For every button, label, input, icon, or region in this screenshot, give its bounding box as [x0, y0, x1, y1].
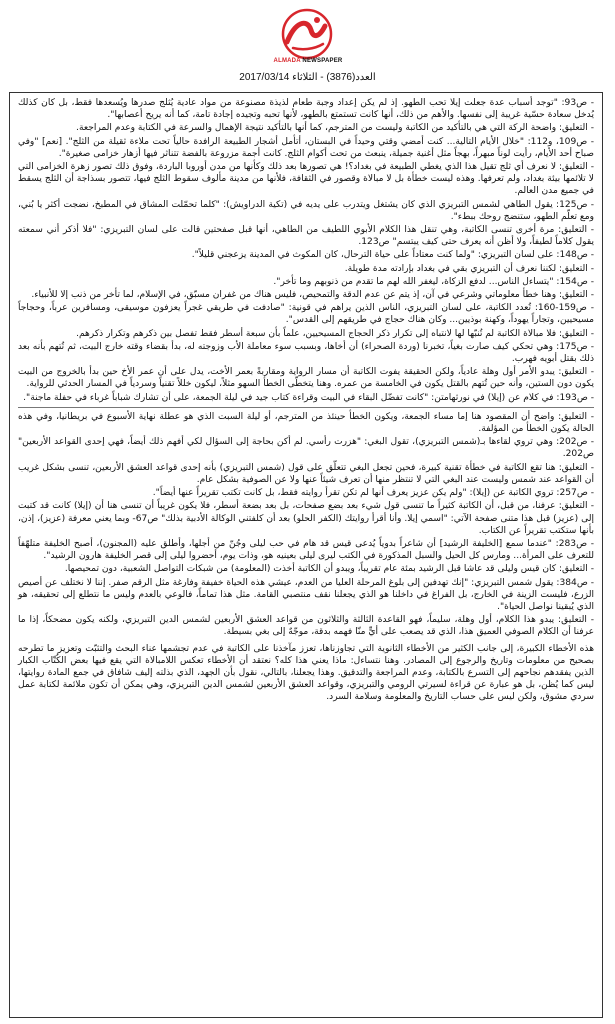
paragraph: - ص159-160: تُعدد الكاتبة، على لسان التبريزي، الناس الذين يراهم في قونية: "صادفت في طريقي غجراً يعزفون موسيقى، ومسافرين عرباً، وحجاجاً مسيحيين، وتجاراً يهوداً، وكهنة بوذيين... وكان هناك حجاج في طريقهم إلى القدس".: [18, 303, 594, 326]
paragraph: - التعليق: مرة أخرى تنسى الكاتبة، وهي تنقل هذا الكلام الأبوي اللطيف من الطاهي، أنها قبل صفحتين قالت على لسان التبريزي: "فلا أذكر أني سمعته يقول كلاماً لطيفاً، ولا أظن أنه يعرف حتى كيف يبتسم" ص123.: [18, 225, 594, 248]
paragraph: - التعليق: لا نعرف أي ثلج تقيل هذا الذي يغطي الطبيعة في بغداد؟! هي تصورها بعد ذلك وكأنها من مدن أوروبا الباردة، وفوق ذلك تصور زهرة الخزامى التي لا تلائمها بيئة بغداد، ولم تعرفها. وهذه ليست خطأة بل لا مبالاة وقصور في الثقافة، فلأنها من مدينة مألوف سقوط الثلج فيها، تتصور بسذاجة أن الثلج يسقط في جميع مدن العالم.: [18, 162, 594, 197]
column-divider: [18, 407, 594, 408]
closing-paragraph: هذه الأخطاء الكبيرة، إلى جانب الكثير من الأخطاء الثانوية التي تجاوزناها، تعزز مآخذنا على الكاتبة في عدم تجشمها عناء البحث والتثبّت وتعزيز ما تطرحه بصحيح من معلومات وتاريخ والرجوع إلى المصادر. وهنا نتساءل: ماذا يعني هذا كله؟ نعتقد أن الأخطاء تعكس اللامبالاة التي يقع فيها بعض الكُتّاب الكبار الذين يفقدهم نجاحهم إلى التسرع بالكتابة، وعدم المراجعة والتدقيق. وهذا يجعلنا، بالتالي، نقول بأن الجهد، الذي بذلته إليف شافاق في جمع المادة روايتها، ليس كما يُظن، بل هو عبارة عن قراءة لسيرتي الرومي والتبريزي، وقواعد العشق الأربعين لشمس الدين التبريزي، وهي يمكن أن تكون ملائمة لكتابة عمل سردي مشوق، ولكن ليس على حساب التاريخ والمعلومة وسلامة السرد.: [18, 643, 594, 703]
paragraph: - ص193: في كلام عن (إيلا) في نورثهامتن: "كانت تفضّل البقاء في البيت وقراءة كتاب جيد في ليلة الجمعة، على أن تشارك شباباً غرباء في حفلة ماجنة".: [23, 392, 594, 403]
paragraph: - التعليق: واضح أن المقصود هنا إما مساء الجمعة، ويكون الخطأ حينئذ من المترجم، أو ليلة السبت الذي هو عطلة نهاية الأسبوع في بريطانيا، وفي هذه الحالة يكون الخطأ من المؤلفة.: [18, 411, 594, 435]
issue-label: العدد: [355, 72, 376, 83]
paragraph: - التعليق: لكننا نعرف أن التبريزي بقي في بغداد بإرادته مدة طويلة.: [344, 263, 594, 274]
paragraph: - التعليق: واضحة الركة التي هي بالتأكيد من الكاتبة وليست من المترجم، كما أنها بالتأكيد نتيجة الإهمال والسرعة في الكتابة وعدم المراجعة.: [76, 123, 594, 134]
article-clipping: [9, 92, 603, 1018]
issue-weekday: الثلاثاء: [292, 72, 318, 83]
brand-name-almada: ALMADA: [273, 58, 301, 64]
paragraph: - ص154: "يتساءل الناس... لدفع الزكاة، ليغفر الله لهم ما تقدم من ذنوبهم وما تأخر".: [273, 276, 594, 287]
almada-logo-mark-icon: [277, 8, 337, 60]
paragraph: - التعليق: يبدو الأمر أول وهلة عادياً، ولكن الحقيقة يفوت الكاتبة أن مسار الرواية ومقاربةً بعمر الأخت، يدل على أن عمر الأخ حين بدأ بالخروج من البيت يكون دون الستين، وأنه حين تُتهم بالقتل يكون في الخامسة من عمره. وهنا يتخطّى الخطأ السهو مثلاً، ليكون خللاً تقنياً وسردياً في المسار الحدثي للرواية.: [18, 367, 594, 390]
paragraph: - ص109، و112: "خلال الأيام التالية... كنت أمضي وقتي وحيداً في البستان، أتأمل أشجار الطبيعة الرافدة حالياً تحت ملاءة ثقيلة من الثلج". [نعم] "وفي صباح أحد الأيام، رأيت لوناً مبهراً، بهجاً مثل أغنية جميلة، ينبعث من تحت أكوام الثلج. كانت أجمة مزروعة بالفضة تتناثر فيها أزهار خزامى صغيرة".: [18, 136, 595, 159]
issue-line: [0, 72, 615, 83]
paragraph: - ص125: يقول الطاهي لشمس التبريزي الذي كان يشتغل ويتدرب على يديه في (تكية الدراويش): "كلما تحمّلت المشاق في المطبخ، نضجت أكثر يا بُني، ومع تعلّم الطهو، ستنضج روحك ببطء".: [18, 199, 594, 222]
paragraph: - التعليق: فلا مبالاة الكاتبة لم تُنبّها لها لانتباه إلى تكرار ذكر الحجاج المسيحيين، علماً بأن سبعة أسطر فقط تفصل بين ذكرهم وتكرار ذكرهم.: [76, 328, 594, 339]
paragraph: - التعليق: كان قيس وليلى قد عاشا قبل الرشيد بمئة عام تقريباً، ويبدو أن الكاتبة أخذت (المعلومة) من شبكات التواصل الشعبية، دون تمحيصها.: [64, 564, 594, 575]
paragraph: - ص202: وهي تروي لقاءها بـ(شمس التبريزي)، تقول البغي: "هزرت رأسي. لم أكن بحاجة إلى السؤال لكي أفهم ذلك أيضاً، فهي إحدى القواعد الأربعين" ص202.: [18, 437, 594, 460]
brand-tagline: NEWSPAPER: [302, 58, 343, 64]
masthead: [0, 0, 615, 100]
paragraph: - ص148: على لسان التبريزي: "ولما كنت معتاداً على حياة الترحال، كان المكوث في المدينة يزعجني قليلاً".: [191, 250, 594, 261]
paragraph: - التعليق: عرفنا، من قبل، أن الكاتبة كثيراً ما تنسى قول شيء بعد بضع صفحات، بل بعد بضعة أسطر، فلا يكون غريباً أن تنسى هنا أن (إيلا) كانت قد كتبت إلى (عزيز) قبل هذا متنى صفحة الآتي: "اسمي إيلا. وأنا أقرأ روايتك (الكفر الحلو) بعد أن كلفتني الوكالة الأدبية بذلك" ص67- وبما يعني معرفة (عزيز)، إذن، بأنها ستكتب تقريراً عن الكتاب.: [18, 501, 594, 536]
paragraph: - التعليق: وهنا خطأ معلوماتي وشرعي في آن، إذ يتم عن عدم الدقة والتمحيص، فليس هناك من غفران مسبّق، في الإسلام، لما تأخر من ذنب إلا للأنبياء.: [31, 290, 594, 301]
brand-name: [262, 58, 354, 64]
paragraph: - ص283: "عندما سمع [الخليفة الرشيد] أن شاعراً بدوياً يُدعى قيس قد هام في حب ليلى وجُنّ من أجلها، وأطلق عليه (المجنون)، أصبح الخليفة متلهّفاً للتعرف على المرأة... ومارس كل الحيل والسبل المذكورة في الكتب ليرى ليلى بعينيه هو، وذات يوم، أحضروا ليلى إلى قصر الخليفة هارون الرشيد".: [18, 538, 594, 562]
almada-logo[interactable]: [277, 8, 337, 60]
paragraph: - ص257: تروي الكاتبة عن (إيلا): "ولم يكن عزيز يعرف أنها لم تكن تقرأ روايته فقط، بل كانت تكتب تقريراً عنها أيضاً".: [152, 488, 594, 499]
issue-number: (3876): [326, 72, 356, 83]
paragraph: - ص175: وهي تحكي كيف صارت بغياً، تخبرنا (وردة الصحراء) أن أخاها، وبسبب سوء معاملة الأب وزوجته له، بدأ بقضاء وقته خارج البيت، ثم تُتهم بأنه بعد ذلك بقتل أبويه فهرب.: [18, 341, 594, 365]
article-body: [10, 93, 602, 709]
paragraph: - ص384: يقول شمس التبريزي: "إنك تهدفين إلى بلوغ المرحلة العليا من العدم، عيشي هذه الحياة خفيفة وفارغة مثل الرقم صفر. إننا لا نختلف عن أصيص الزرع، فليست الزينة في الخارج، بل الفراغ في داخلنا هو الذي يجعلنا نقف منتصبي القامة. مثل هذا تماماً، فالوعي بالعدم وليس ما نتطلع إلى تحقيقه، هو الذي يُبقينا نواصل الحياة".: [18, 577, 595, 612]
issue-separator: -: [320, 72, 324, 83]
paragraph: - التعليق: هنا تقع الكاتبة في خطأة تقنية كبيرة، فحين تجعل البغي تتعلّق على قول (شمس التبريزي) بأنه إحدى قواعد العشق الأربعين، تنسى بشكل غريب أن القواعد عند شمس وليست عند البغي التي لا تنتظر منها أن تعرف شيئاً عنها ولا عن الصوفية بشكل عام.: [18, 462, 594, 485]
issue-date: 2017/03/14: [239, 72, 290, 83]
paragraph: - التعليق: يبدو هذا الكلام، أول وهلة، سليماً، فهو القاعدة الثالثة والثلاثون من قواعد العشق الأربعين لشمس الدين التبريزي، ولكنه يكون مضحكاً، إذا ما عرفنا أن الكلام الصوفي العميق هذا، الذي قد يصعب على أيٍّ منّا فهمه بدقة، موجّهٌ إلى بغي بسيطة.: [18, 615, 594, 638]
paragraph: - ص93: "توجد أسباب عدة جعلت إيلا تحب الطهو. إذ لم يكن إعداد وجبة طعام لذيذة مصنوعة من مواد عادية يُثلج صدرها ويُسعدها فقط، بل كان كذلك يُدخل سعادة حسّية غريبة إلى نفسها. والأهم من ذلك، أنها كانت تستمتع بالطهو، لأنها تحبه وتجيده إجادة تامة، كما أنه يريح أعصابها".: [18, 98, 595, 121]
